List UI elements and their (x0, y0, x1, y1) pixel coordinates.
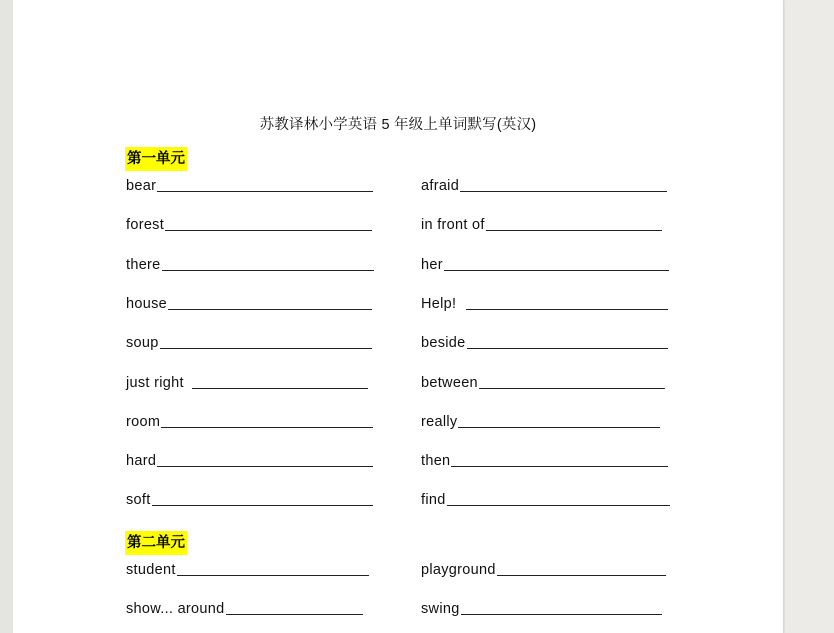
word-label: just right (126, 375, 184, 391)
word-label: forest (126, 217, 165, 233)
word-label: playground (421, 562, 496, 578)
word-entry (421, 296, 668, 312)
word-label: swing (421, 601, 460, 617)
word-label: really (421, 414, 458, 430)
word-entry (421, 178, 667, 194)
word-entry (421, 375, 665, 391)
word-label: there (126, 257, 161, 273)
word-entry (126, 178, 373, 194)
answer-blank[interactable] (497, 574, 666, 576)
answer-blank[interactable] (466, 308, 668, 310)
answer-blank[interactable] (162, 269, 374, 271)
word-label: bear (126, 178, 157, 194)
answer-blank[interactable] (165, 229, 372, 231)
word-label: in front of (421, 217, 485, 233)
answer-blank[interactable] (161, 426, 373, 428)
word-label: house (126, 296, 168, 312)
answer-blank[interactable] (160, 347, 372, 349)
word-label: soup (126, 335, 159, 351)
word-label: student (126, 562, 176, 578)
answer-blank[interactable] (157, 465, 373, 467)
word-label: her (421, 257, 443, 273)
answer-blank[interactable] (486, 229, 662, 231)
word-entry (421, 217, 662, 233)
word-entry (126, 492, 373, 508)
answer-blank[interactable] (226, 613, 363, 615)
word-entry (126, 601, 363, 617)
word-entry (126, 375, 368, 391)
answer-blank[interactable] (467, 347, 668, 349)
answer-blank[interactable] (152, 504, 373, 506)
answer-blank[interactable] (444, 269, 669, 271)
word-entry (126, 257, 374, 273)
document-title: 苏教译林小学英语 5 年级上单词默写(英汉) (259, 117, 537, 133)
word-entry (421, 562, 666, 578)
word-entry (126, 296, 372, 312)
document-page (13, 0, 783, 633)
word-label: afraid (421, 178, 460, 194)
answer-blank[interactable] (177, 574, 369, 576)
word-label: soft (126, 492, 151, 508)
answer-blank[interactable] (460, 190, 667, 192)
unit-heading-1: 第一单元 (125, 147, 187, 171)
word-entry (126, 414, 373, 430)
right-gutter (785, 0, 834, 633)
word-entry (126, 453, 373, 469)
word-label: between (421, 375, 478, 391)
left-gutter (0, 0, 13, 633)
word-label: Help! (421, 296, 457, 312)
word-label: beside (421, 335, 466, 351)
word-label: room (126, 414, 161, 430)
unit-heading-2: 第二单元 (125, 531, 187, 555)
answer-blank[interactable] (461, 613, 662, 615)
word-label: show... around (126, 601, 225, 617)
answer-blank[interactable] (157, 190, 373, 192)
answer-blank[interactable] (479, 387, 665, 389)
answer-blank[interactable] (451, 465, 668, 467)
answer-blank[interactable] (458, 426, 660, 428)
word-label: then (421, 453, 451, 469)
answer-blank[interactable] (168, 308, 372, 310)
word-entry (421, 414, 660, 430)
word-entry (421, 492, 670, 508)
word-entry (126, 335, 372, 351)
answer-blank[interactable] (447, 504, 670, 506)
word-entry (126, 562, 369, 578)
word-entry (421, 335, 668, 351)
word-entry (421, 601, 662, 617)
word-entry (126, 217, 372, 233)
word-entry (421, 257, 669, 273)
word-entry (421, 453, 668, 469)
word-label: find (421, 492, 446, 508)
word-label: hard (126, 453, 157, 469)
answer-blank[interactable] (192, 387, 368, 389)
